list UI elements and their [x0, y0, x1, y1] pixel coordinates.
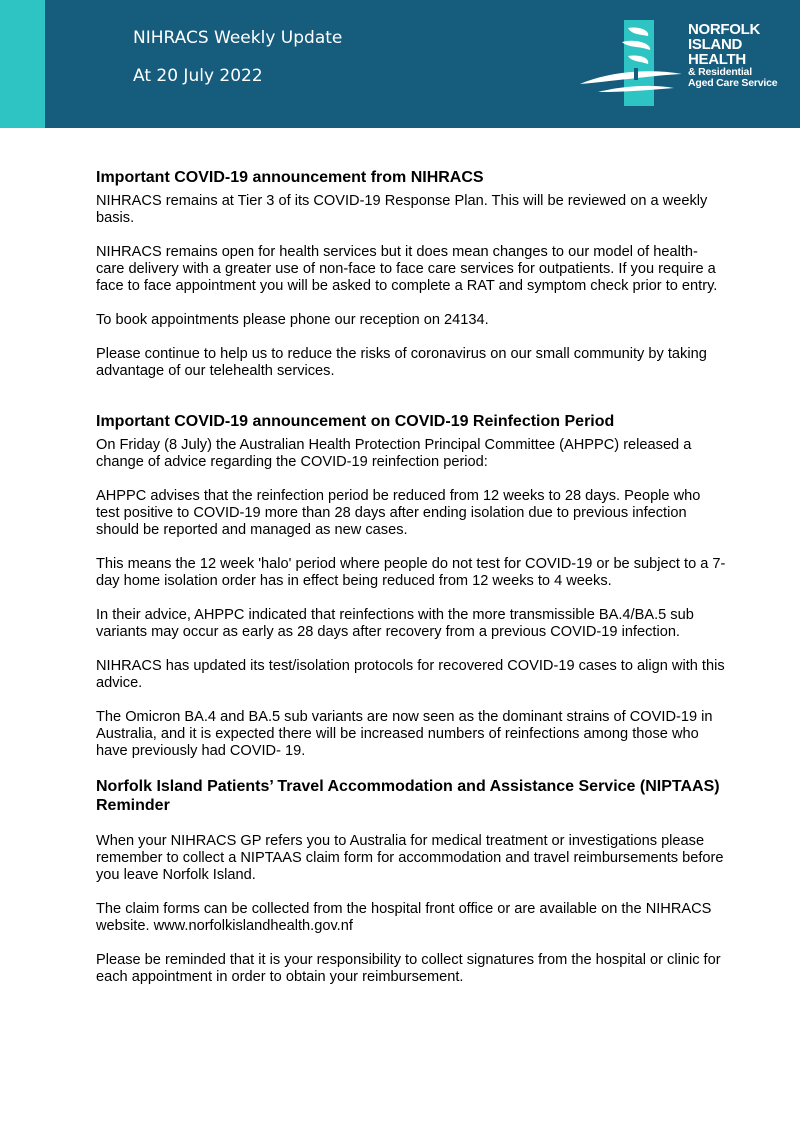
section-niptaas-reminder	[96, 777, 726, 986]
header-accent-bar	[0, 0, 45, 128]
header-date: At 20 July 2022	[133, 66, 263, 86]
paragraph: To book appointments please phone our reception on 24134.	[96, 312, 489, 328]
section-heading: Important COVID-19 announcement on COVID-19 Reinfection Period	[96, 413, 615, 430]
paragraph: NIHRACS has updated its test/isolation protocols for recovered COVID-19 cases to align with this advice.	[96, 658, 725, 691]
page-header	[0, 0, 800, 128]
section-heading: Important COVID-19 announcement from NIHRACS	[96, 169, 484, 186]
logo-mark-icon	[578, 18, 688, 108]
paragraph: Please be reminded that it is your responsibility to collect signatures from the hospital or clinic for each appointment in order to obtain your reimbursement.	[96, 952, 721, 985]
section-heading: Norfolk Island Patients’ Travel Accommodation and Assistance Service (NIPTAAS) Reminder	[96, 778, 720, 814]
paragraph: On Friday (8 July) the Australian Health Protection Principal Committee (AHPPC) released a change of advice regarding the COVID-19 reinfection period:	[96, 437, 692, 470]
section-reinfection-period	[96, 412, 726, 760]
logo-text	[688, 22, 777, 89]
paragraph: Please continue to help us to reduce the risks of coronavirus on our small community by taking advantage of our telehealth services.	[96, 346, 707, 379]
paragraph: When your NIHRACS GP refers you to Australia for medical treatment or investigations please remember to collect a NIPTAAS claim form for accommodation and travel reimbursements before you leave Norfolk Island.	[96, 833, 724, 883]
paragraph: NIHRACS remains open for health services but it does mean changes to our model of health-care delivery with a greater use of non-face to face care services for outpatients. If you require a face to face appointment you will be asked to complete a RAT and symptom check prior to entry.	[96, 244, 718, 294]
paragraph: The Omicron BA.4 and BA.5 sub variants are now seen as the dominant strains of COVID-19 in Australia, and it is expected there will be increased numbers of reinfections among those who have previously had COVID- 19.	[96, 709, 713, 759]
header-title: NIHRACS Weekly Update	[133, 28, 343, 48]
norfolk-island-health-logo	[578, 18, 788, 108]
paragraph: In their advice, AHPPC indicated that reinfections with the more transmissible BA.4/BA.5 sub variants may occur as early as 28 days after recovery from a previous COVID-19 infection.	[96, 607, 694, 640]
paragraph: AHPPC advises that the reinfection period be reduced from 12 weeks to 28 days. People who test positive to COVID-19 more than 28 days after ending isolation due to previous infection should be reported and managed as new cases.	[96, 488, 701, 538]
logo-line-island: ISLAND	[688, 36, 743, 53]
logo-line-residential: & Residential	[688, 66, 752, 78]
logo-line-norfolk: NORFOLK	[688, 21, 761, 38]
section-nihracs-announcement	[96, 168, 726, 380]
document-body	[96, 168, 726, 1003]
paragraph: The claim forms can be collected from the hospital front office or are available on the NIHRACS website. www.norfolkislandhealth.gov.nf	[96, 901, 712, 934]
paragraph: NIHRACS remains at Tier 3 of its COVID-19 Response Plan. This will be reviewed on a weekly basis.	[96, 193, 708, 226]
logo-line-health: HEALTH	[688, 51, 746, 68]
logo-line-aged-care: Aged Care Service	[688, 77, 778, 89]
paragraph: This means the 12 week 'halo' period where people do not test for COVID-19 or be subject to a 7-day home isolation order has in effect being reduced from 12 weeks to 4 weeks.	[96, 556, 726, 589]
